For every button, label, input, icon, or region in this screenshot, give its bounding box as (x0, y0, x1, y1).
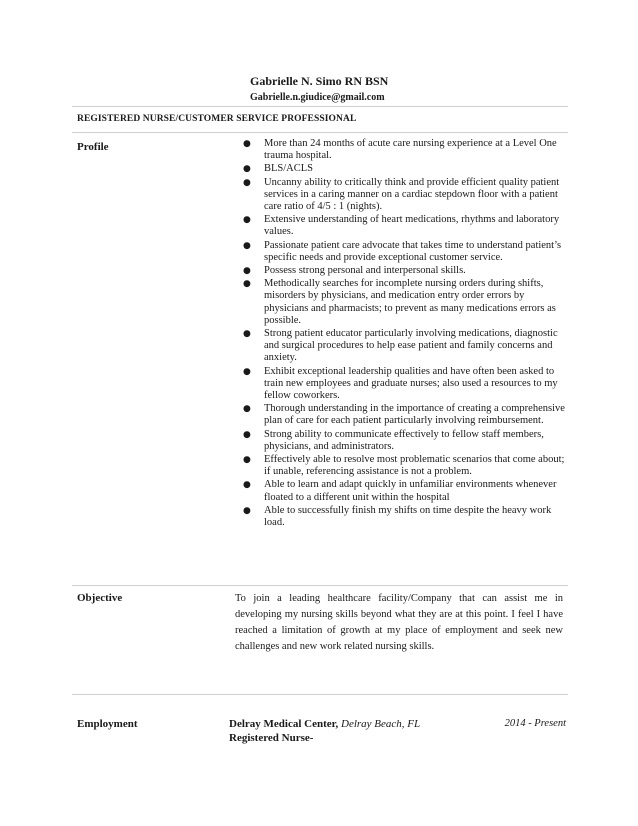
employer-line (229, 718, 420, 730)
bullet-icon: ● (243, 366, 251, 377)
profile-list-item (232, 429, 568, 453)
profile-list (232, 138, 568, 530)
candidate-email[interactable]: Gabrielle.n.giudice@gmail.com (250, 92, 385, 103)
objective-text: To join a leading healthcare facility/Company that can assist me in developing my nursing skills beyond what they are at this point. I feel I have reached a limitation of growth at my place of employment and seek new challenges and new work related nursing skills. (235, 593, 563, 652)
profile-list-item (232, 479, 568, 503)
profile-item-text: Effectively able to resolve most problematic scenarios that come about; if unable, referencing assistance is not a problem. (264, 454, 565, 478)
profile-item-text: Able to learn and adapt quickly in unfamiliar environments whenever floated to a different unit within the hospital (264, 479, 557, 503)
profile-list-item (232, 505, 568, 529)
employer-name: Delray Medical Center, (229, 718, 339, 730)
employment-section-label: Employment (77, 718, 138, 730)
profile-list-item (232, 328, 568, 365)
profile-list-item (232, 177, 568, 214)
bullet-icon: ● (243, 279, 251, 290)
profile-section-label: Profile (77, 141, 109, 153)
profile-list-item (232, 138, 568, 162)
candidate-name: Gabrielle N. Simo RN BSN (250, 74, 389, 88)
divider (72, 132, 568, 133)
profile-list-item (232, 366, 568, 403)
profile-item-text: More than 24 months of acute care nursing experience at a Level One trauma hospital. (264, 138, 557, 162)
bullet-icon: ● (243, 266, 251, 277)
bullet-icon: ● (243, 215, 251, 226)
bullet-icon: ● (243, 329, 251, 340)
divider (72, 694, 568, 695)
bullet-icon: ● (243, 455, 251, 466)
profile-item-text: Exhibit exceptional leadership qualities and have often been asked to train new employees and graduate nurses; also used a resources to my fellow coworkers. (264, 365, 558, 402)
profile-item-text: Extensive understanding of heart medications, rhythms and laboratory values. (264, 214, 560, 238)
profile-item-text: Thorough understanding in the importance of creating a comprehensive plan of care for each patient particularly involving reimbursement. (264, 403, 565, 427)
profile-item-text: Uncanny ability to critically think and provide efficient quality patient services in a caring manner on a cardiac stepdown floor with a patient care ratio of 4/5 : 1 (nights). (264, 176, 560, 213)
profile-list-item (232, 240, 568, 264)
profile-item-text: Passionate patient care advocate that takes time to understand patient’s specific needs and provide exceptional customer service. (264, 239, 562, 263)
profile-item-text: Possess strong personal and interpersonal skills. (264, 265, 466, 277)
employment-dates: 2014 - Present (504, 718, 566, 729)
employer-location: Delray Beach, FL (341, 718, 421, 730)
bullet-icon: ● (243, 480, 251, 491)
bullet-icon: ● (243, 177, 251, 188)
bullet-icon: ● (243, 164, 251, 175)
divider (72, 585, 568, 586)
profile-item-text: BLS/ACLS (264, 163, 314, 175)
job-title: Registered Nurse- (229, 732, 314, 744)
profile-list-item (232, 214, 568, 238)
bullet-icon: ● (243, 505, 251, 516)
profile-item-text: Able to successfully finish my shifts on time despite the heavy work load. (264, 504, 552, 529)
objective-section-label: Objective (77, 592, 123, 604)
profile-item-text: Strong patient educator particularly involving medications, diagnostic and surgical procedures to help ease patient and family concerns and anxiety. (264, 328, 558, 364)
bullet-icon: ● (243, 404, 251, 415)
profile-list-item (232, 265, 568, 277)
profile-item-text: Methodically searches for incomplete nursing orders during shifts, misorders by physicians, and medication entry order errors by physicians and pharmacists; to prevent as many medications errors as possible. (264, 278, 556, 326)
profile-item-text: Strong ability to communicate effectively to fellow staff members, physicians, and administrators. (264, 428, 544, 452)
bullet-icon: ● (243, 429, 251, 440)
bullet-icon: ● (243, 139, 251, 149)
profile-list-item (232, 163, 568, 175)
profile-list-item (232, 403, 568, 427)
profile-list-item (232, 454, 568, 478)
headline: REGISTERED NURSE/CUSTOMER SERVICE PROFESSIONAL (77, 114, 357, 124)
bullet-icon: ● (243, 240, 251, 251)
divider (72, 106, 568, 107)
profile-list-item (232, 278, 568, 327)
